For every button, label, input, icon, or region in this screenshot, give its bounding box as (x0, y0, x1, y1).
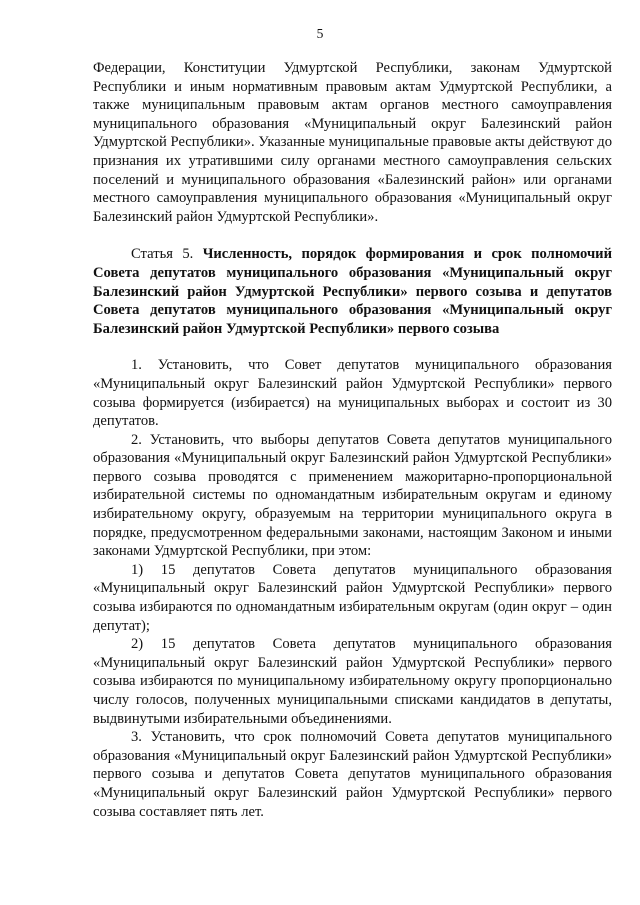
article-number: Статья 5. (131, 246, 203, 263)
paragraph-item-1: 1. Установить, что Совет депутатов муниципального образования «Муниципальный округ Балезинский район Удмуртской Республики» первого созыва формируется (избирается) на муниципальных выборах и состоит из 30 депутатов. (93, 357, 612, 430)
paragraph-item-2: 2. Установить, что выборы депутатов Совета депутатов муниципального образования «Муниципальный округ Балезинский район Удмуртской Республики» первого созыва проводятся с применением мажоритарно-пропорциональной избирательной системы по одномандатным избирательным округам и единому избирательному округу, образуемым на территории муниципального округа в порядке, предусмотренном федеральными законами, настоящим Законом и иными законами Удмуртской Республики, при этом: (93, 431, 612, 560)
article-title: Численность, порядок формирования и срок полномочий Совета депутатов муниципального образования «Муниципальный округ Балезинский район Удмуртской Республики» первого созыва и депутатов Совета депутатов муниципального образования «Муниципальный округ Балезинский район Удмуртской Республики» первого созыва (93, 246, 612, 337)
paragraph-item-3: 3. Установить, что срок полномочий Совета депутатов муниципального образования «Муниципальный округ Балезинский район Удмуртской Республики» первого созыва и депутатов Совета депутатов муниципального образования «Муниципальный округ Балезинский район Удмуртской Республики» первого созыва составляет пять лет. (93, 729, 612, 820)
page-number: 5 (316, 26, 324, 41)
article-heading (93, 245, 612, 338)
document-body (93, 59, 612, 821)
paragraph-continuation: Федерации, Конституции Удмуртской Республики, законам Удмуртской Республики и иным нормативным правовым актам Удмуртской Республики, а также муниципальным правовым актам органов местного самоуправления муниципального образования «Муниципальный округ Балезинский район Удмуртской Республики». Указанные муниципальные правовые акты действуют до признания их утратившими силу органами местного самоуправления сельских поселений и муниципального образования «Балезинский район» или органами местного самоуправления муниципального образования «Муниципальный округ Балезинский район Удмуртской Республики». (93, 60, 612, 225)
paragraph-subitem-2: 2) 15 депутатов Совета депутатов муниципального образования «Муниципальный округ Балезинский район Удмуртской Республики» первого созыва избираются по муниципальному избирательному округу пропорционально числу голосов, полученных муниципальными списками кандидатов в депутаты, выдвинутыми избирательными объединениями. (93, 636, 612, 727)
paragraph-subitem-1: 1) 15 депутатов Совета депутатов муниципального образования «Муниципальный округ Балезинский район Удмуртской Республики» первого созыва избираются по одномандатным избирательным округам (один округ – один депутат); (93, 561, 612, 634)
